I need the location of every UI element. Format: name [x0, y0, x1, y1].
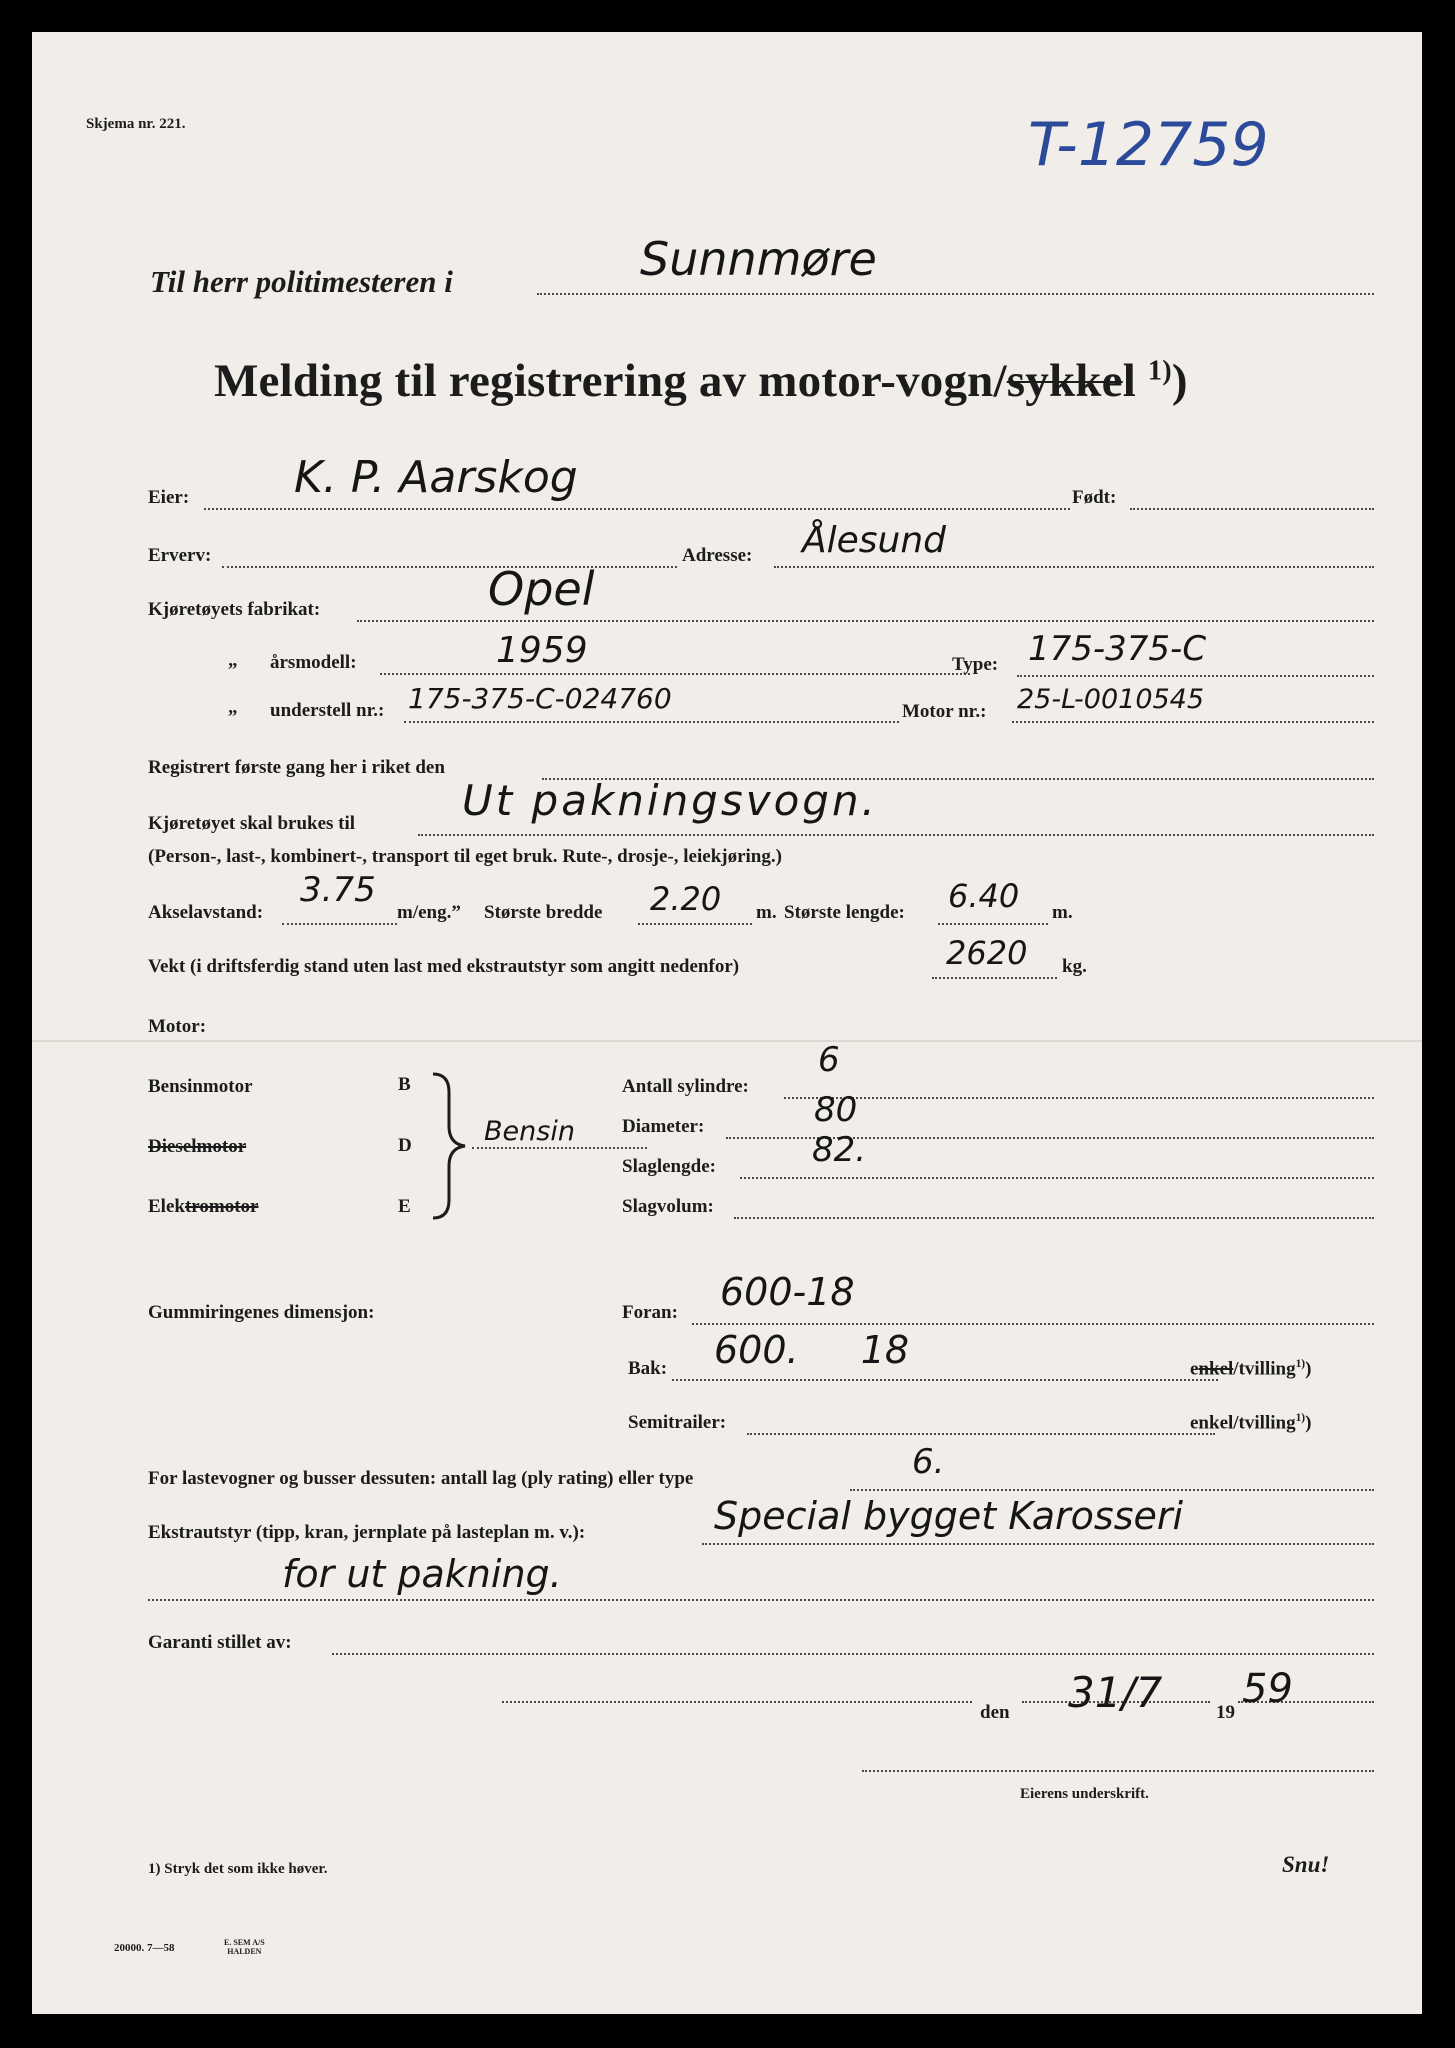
understell-value: 175-375-C-024760	[408, 682, 672, 715]
motor-brace-icon	[427, 1070, 477, 1222]
adresse-label: Adresse:	[682, 545, 753, 566]
brukes-line	[418, 834, 1374, 836]
ditto-mark-1: „	[228, 650, 238, 671]
bak-tvilling: /tvilling	[1233, 1358, 1296, 1380]
owner-signature-line	[862, 1770, 1374, 1772]
district-value: Sunnmøre	[640, 232, 877, 286]
fabrikat-value: Opel	[488, 562, 595, 616]
motor-nr-label: Motor nr.:	[902, 701, 987, 722]
fabrikat-line	[357, 620, 1374, 622]
turn-over: Snu!	[1282, 1852, 1330, 1877]
diesel-code: D	[398, 1135, 412, 1156]
elektromotor-prefix: Elek	[148, 1196, 185, 1217]
aksel-unit: m/eng.”	[397, 902, 461, 923]
printer-mark	[224, 1938, 265, 1956]
sylindre-label: Antall sylindre:	[622, 1076, 749, 1097]
vekt-line	[932, 977, 1057, 979]
sylindre-line	[784, 1097, 1374, 1099]
slaglengde-line	[740, 1177, 1374, 1179]
erverv-line	[222, 566, 677, 568]
aksel-label: Akselavstand:	[148, 902, 264, 923]
motor-type-line	[472, 1147, 647, 1149]
brukes-note: (Person-, last-, kombinert-, transport til eget bruk. Rute-, drosje-, leiekjøring.)	[148, 846, 782, 867]
bak-footnote-mark: 1)	[1295, 1358, 1306, 1370]
form-title	[214, 354, 1188, 408]
motor-nr-value: 25-L-0010545	[1017, 684, 1205, 715]
bak-enkel-tvilling	[1190, 1358, 1311, 1380]
ekstra-line-2	[148, 1599, 1374, 1601]
garanti-label: Garanti stillet av:	[148, 1632, 292, 1653]
printer-line-2: HALDEN	[227, 1947, 262, 1956]
elektromotor-label	[148, 1196, 258, 1218]
brukes-label: Kjøretøyet skal brukes til	[148, 813, 356, 834]
form-page	[32, 32, 1422, 2014]
title-footnote-mark: 1)	[1147, 355, 1172, 387]
ekstra-value-1: Special bygget Karosseri	[714, 1494, 1184, 1538]
ekstra-label: Ekstrautstyr (tipp, kran, jernplate på lasteplan m. v.):	[148, 1522, 586, 1543]
arsmodell-label: årsmodell:	[270, 652, 357, 673]
elektromotor-struck: tromotor	[184, 1196, 259, 1217]
bak-enkel-prefix: e	[1190, 1358, 1199, 1380]
motor-nr-line	[1012, 721, 1374, 723]
year-value: 59	[1242, 1666, 1293, 1712]
salutation-prefix: Til herr politimesteren i	[150, 264, 453, 299]
form-number: Skjema nr. 221.	[86, 116, 186, 132]
dieselmotor-label: Dieselmotor	[148, 1136, 247, 1157]
brukes-value: Ut pakningsvogn.	[462, 776, 878, 825]
bensin-code: B	[398, 1074, 411, 1095]
adresse-value: Ålesund	[802, 520, 947, 561]
semitrailer-footnote-mark: 1)	[1295, 1412, 1306, 1424]
title-main: Melding til registrering av motor-vogn/	[214, 355, 1007, 407]
motor-type-value: Bensin	[484, 1116, 575, 1147]
title-close: )	[1171, 355, 1188, 407]
bak-line	[672, 1379, 1218, 1381]
type-label: Type:	[952, 654, 999, 675]
foran-label: Foran:	[622, 1302, 678, 1323]
bensinmotor-label: Bensinmotor	[148, 1076, 253, 1097]
eier-value: K. P. Aarskog	[294, 452, 578, 503]
footnote: 1) Stryk det som ikke høver.	[148, 1861, 328, 1877]
lengde-label: Største lengde:	[784, 902, 905, 923]
den-label: den	[980, 1702, 1010, 1723]
arsmodell-line	[380, 673, 970, 675]
foran-line	[692, 1323, 1374, 1325]
bak-label: Bak:	[628, 1358, 668, 1379]
year-prefix: 19	[1216, 1702, 1235, 1723]
foran-value: 600-18	[720, 1270, 855, 1314]
date-value: 31/7	[1068, 1668, 1163, 1717]
sylindre-value: 6	[818, 1040, 840, 1080]
title-end: l	[1122, 355, 1136, 407]
semitrailer-line	[747, 1433, 1215, 1435]
ply-line	[850, 1489, 1374, 1491]
slagvolum-label: Slagvolum:	[622, 1196, 714, 1217]
bak-enkel-struck: nkel	[1198, 1358, 1234, 1380]
semitrailer-label: Semitrailer:	[628, 1412, 727, 1433]
diameter-value: 80	[814, 1090, 858, 1130]
understell-label: understell nr.:	[270, 700, 385, 721]
diameter-label: Diameter:	[622, 1116, 705, 1137]
vekt-label: Vekt (i driftsferdig stand uten last med ekstrautstyr som angitt nedenfor)	[148, 956, 740, 977]
aksel-line	[282, 923, 397, 925]
eier-line	[204, 508, 1070, 510]
lengde-unit: m.	[1052, 902, 1073, 923]
dekk-label: Gummiringenes dimensjon:	[148, 1302, 375, 1323]
semitrailer-close: )	[1305, 1412, 1312, 1434]
print-code: 20000. 7—58	[114, 1942, 175, 1954]
slagvolum-line	[734, 1217, 1374, 1219]
motor-label: Motor:	[148, 1016, 207, 1037]
fold-line	[32, 1040, 1422, 1042]
bak-value: 600. 18	[714, 1328, 910, 1372]
elektro-code: E	[398, 1196, 411, 1217]
slaglengde-value: 82.	[812, 1130, 867, 1170]
ditto-mark-2: „	[228, 697, 238, 718]
district-line	[537, 293, 1374, 295]
archive-number: T-12759	[1028, 110, 1269, 180]
type-line	[1017, 675, 1374, 677]
vekt-value: 2620	[946, 934, 1028, 972]
registrert-label: Registrert første gang her i riket den	[148, 757, 445, 778]
vekt-unit: kg.	[1062, 956, 1087, 977]
bak-close: )	[1305, 1358, 1312, 1380]
lengde-value: 6.40	[948, 877, 1020, 915]
ekstra-value-2: for ut pakning.	[282, 1552, 562, 1596]
garanti-line	[332, 1653, 1374, 1655]
eier-label: Eier:	[148, 487, 190, 508]
place-line	[502, 1701, 972, 1703]
bredde-value: 2.20	[650, 880, 722, 918]
erverv-label: Erverv:	[148, 545, 212, 566]
fabrikat-label: Kjøretøyets fabrikat:	[148, 599, 321, 620]
bredde-line	[638, 923, 752, 925]
bredde-label: Største bredde	[484, 902, 603, 923]
fodt-label: Født:	[1072, 487, 1117, 508]
ply-label: For lastevogner og busser dessuten: antall lag (ply rating) eller type	[148, 1468, 694, 1489]
arsmodell-value: 1959	[496, 630, 588, 671]
lengde-line	[938, 923, 1048, 925]
fodt-line	[1130, 508, 1374, 510]
adresse-line	[774, 566, 1374, 568]
ply-value: 6.	[912, 1442, 945, 1482]
printer-line-1: E. SEM A/S	[224, 1938, 265, 1947]
bredde-unit: m.	[756, 902, 777, 923]
understell-line	[404, 721, 899, 723]
semitrailer-options: enkel/tvilling	[1190, 1412, 1296, 1434]
title-struck: sykke	[1006, 355, 1123, 407]
slaglengde-label: Slaglengde:	[622, 1156, 716, 1177]
owner-signature-label: Eierens underskrift.	[1020, 1786, 1149, 1802]
type-value: 175-375-C	[1028, 629, 1207, 669]
aksel-value: 3.75	[300, 870, 376, 910]
ekstra-line-1	[702, 1543, 1374, 1545]
semitrailer-enkel-tvilling	[1190, 1412, 1311, 1434]
